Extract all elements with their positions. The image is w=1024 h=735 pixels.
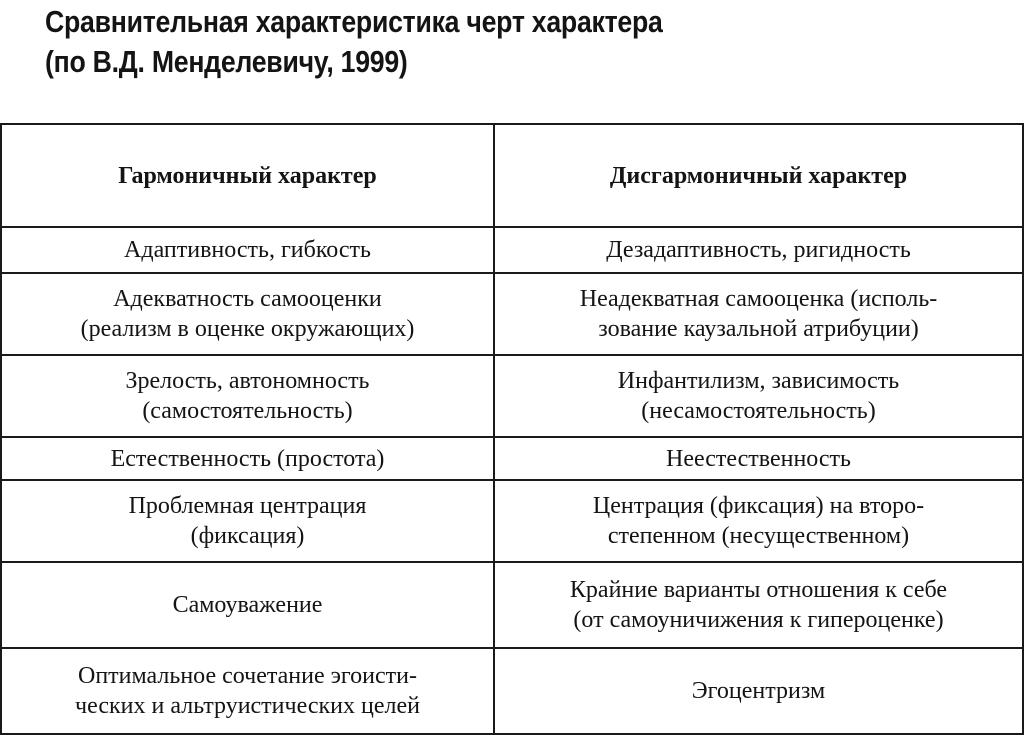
harmonious-trait-cell: Естественность (простота)	[1, 437, 494, 480]
table-row	[1, 562, 1023, 648]
table-row	[1, 227, 1023, 273]
disharmonious-trait-cell: Неадекватная самооценка (исполь- зование каузальной атрибуции)	[494, 273, 1023, 355]
page-title	[45, 2, 663, 82]
table-row	[1, 355, 1023, 437]
harmonious-trait-cell: Самоуважение	[1, 562, 494, 648]
disharmonious-trait-cell: Крайние варианты отношения к себе (от самоуничижения к гипероценке)	[494, 562, 1023, 648]
table-row	[1, 648, 1023, 734]
disharmonious-trait-cell: Центрация (фиксация) на второ- степенном (несущественном)	[494, 480, 1023, 562]
title-line-2: (по В.Д. Менделевичу, 1999)	[45, 44, 408, 79]
disharmonious-trait-cell: Неестественность	[494, 437, 1023, 480]
table-row	[1, 437, 1023, 480]
harmonious-trait-cell: Проблемная центрация (фиксация)	[1, 480, 494, 562]
harmonious-trait-cell: Адаптивность, гибкость	[1, 227, 494, 273]
header-disharmonious-character: Дисгармоничный характер	[494, 124, 1023, 227]
disharmonious-trait-cell: Дезадаптивность, ригидность	[494, 227, 1023, 273]
comparison-table	[0, 123, 1024, 735]
table-row	[1, 273, 1023, 355]
disharmonious-trait-cell: Эгоцентризм	[494, 648, 1023, 734]
title-line-1: Сравнительная характеристика черт характера	[45, 4, 663, 39]
harmonious-trait-cell: Адекватность самооценки (реализм в оценке окружающих)	[1, 273, 494, 355]
table-row	[1, 480, 1023, 562]
harmonious-trait-cell: Зрелость, автономность (самостоятельность)	[1, 355, 494, 437]
comparison-table-container	[0, 123, 1022, 735]
harmonious-trait-cell: Оптимальное сочетание эгоисти- ческих и альтруистических целей	[1, 648, 494, 734]
disharmonious-trait-cell: Инфантилизм, зависимость (несамостоятельность)	[494, 355, 1023, 437]
table-header-row	[1, 124, 1023, 227]
header-harmonious-character: Гармоничный характер	[1, 124, 494, 227]
